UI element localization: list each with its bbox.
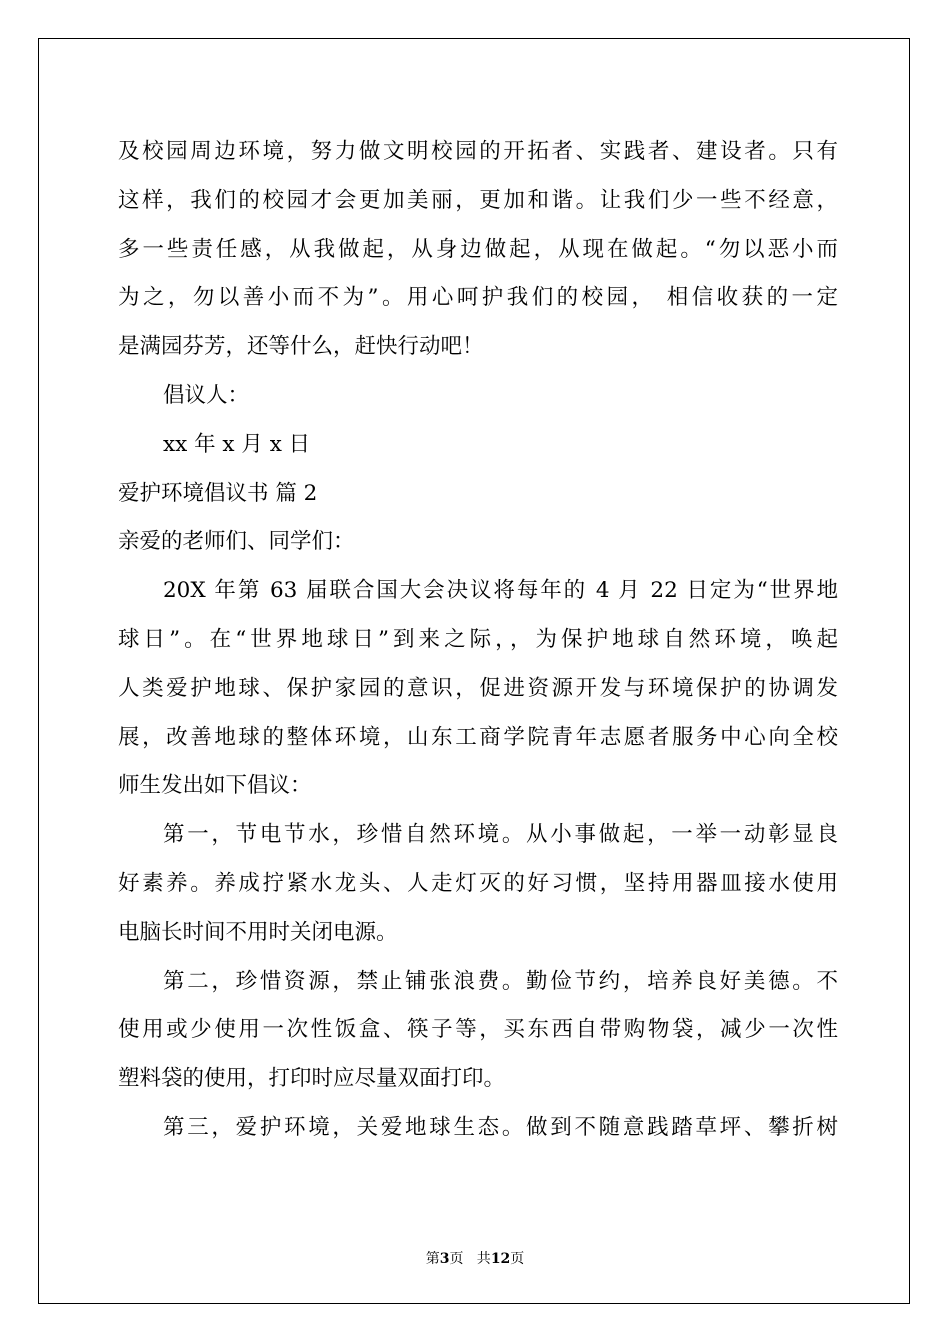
total-page-number: 12 xyxy=(490,1251,511,1267)
footer-prefix: 第 xyxy=(425,1251,440,1267)
body-line: 师生发出如下倡议： xyxy=(118,773,312,799)
body-line: 是满园芬芳，还等什么，赶快行动吧！ xyxy=(118,334,484,360)
body-line: 第三，爱护环境，关爱地球生态。做到不随意践踏草坪、攀折树 xyxy=(163,1114,838,1140)
footer-mid: 页 共 xyxy=(449,1251,491,1267)
body-line: 展，改善地球的整体环境，山东工商学院青年志愿者服务中心向全校 xyxy=(118,724,838,750)
section-heading: 爱护环境倡议书 篇 2 xyxy=(118,480,318,506)
salutation: 亲爱的老师们、同学们： xyxy=(118,529,355,555)
signature-date: xx 年 x 月 x 日 xyxy=(163,431,311,457)
body-line: 人类爱护地球、保护家园的意识，促进资源开发与环境保护的协调发 xyxy=(118,675,838,701)
body-line: 好素养。养成拧紧水龙头、人走灯灭的好习惯，坚持用器皿接水使用 xyxy=(118,870,838,896)
body-line: 使用或少使用一次性饭盒、筷子等，买东西自带购物袋，减少一次性 xyxy=(118,1017,838,1043)
body-line: 这样，我们的校园才会更加美丽，更加和谐。让我们少一些不经意， xyxy=(118,187,838,213)
body-line: 塑料袋的使用，打印时应尽量双面打印。 xyxy=(118,1066,506,1092)
signature-label: 倡议人： xyxy=(163,382,250,408)
body-line: 电脑长时间不用时关闭电源。 xyxy=(118,919,398,945)
body-line: 多一些责任感，从我做起，从身边做起，从现在做起。“勿以恶小而 xyxy=(118,236,838,262)
document-body xyxy=(118,128,838,1153)
current-page-number: 3 xyxy=(439,1251,450,1267)
body-line: 及校园周边环境，努力做文明校园的开拓者、实践者、建设者。只有 xyxy=(118,139,838,164)
body-line: 为之，勿以善小而不为”。用心呵护我们的校园， 相信收获的一定 xyxy=(118,285,838,311)
page-footer xyxy=(0,1248,950,1268)
body-line: 20X 年第 63 届联合国大会决议将每年的 4 月 22 日定为“世界地 xyxy=(163,578,838,604)
body-line: 第一，节电节水，珍惜自然环境。从小事做起，一举一动彰显良 xyxy=(163,822,838,848)
footer-suffix: 页 xyxy=(510,1251,525,1267)
body-line: 第二，珍惜资源，禁止铺张浪费。勤俭节约，培养良好美德。不 xyxy=(163,968,838,994)
body-line: 球日”。在“世界地球日”到来之际，，为保护地球自然环境，唤起 xyxy=(118,626,838,652)
